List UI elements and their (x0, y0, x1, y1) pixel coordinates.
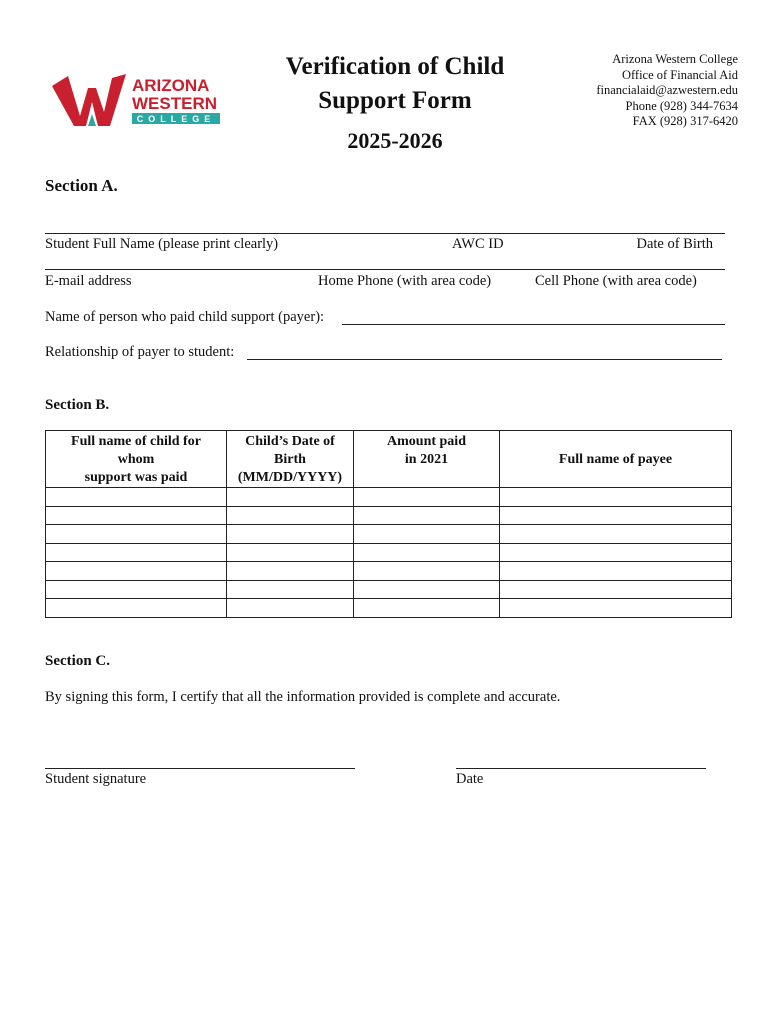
contact-email[interactable]: financialaid@azwestern.edu (596, 83, 738, 97)
table-cell[interactable] (354, 525, 500, 544)
contact-org: Arizona Western College (612, 52, 738, 66)
table-cell[interactable] (227, 543, 354, 562)
table-cell[interactable] (354, 543, 500, 562)
logo-teal-accent (88, 114, 96, 126)
table-cell[interactable] (46, 580, 227, 599)
col-amount-line: in 2021 (404, 452, 449, 467)
table-cell[interactable] (500, 562, 732, 581)
table-cell[interactable] (227, 525, 354, 544)
table-cell[interactable] (227, 599, 354, 618)
table-cell[interactable] (500, 525, 732, 544)
col-child-dob-line: Birth (274, 452, 306, 467)
table-cell[interactable] (354, 562, 500, 581)
student-name-label: Student Full Name (please print clearly) (45, 236, 279, 252)
signature-date-line[interactable] (456, 768, 706, 769)
form-year: 2025-2026 (347, 128, 443, 153)
table-row (46, 525, 732, 544)
section-b-heading: Section B. (45, 397, 110, 413)
logo-aw-mark (52, 74, 126, 126)
table-cell[interactable] (46, 562, 227, 581)
table-cell[interactable] (227, 506, 354, 525)
certification-statement: By signing this form, I certify that all the information provided is complete and accurate. (45, 689, 561, 705)
student-signature-label: Student signature (45, 771, 147, 787)
relationship-field[interactable] (247, 359, 722, 360)
col-child-name-line: whom (117, 452, 155, 467)
payer-name-field[interactable] (342, 324, 725, 325)
table-cell[interactable] (500, 506, 732, 525)
col-child-name-line: support was paid (84, 470, 188, 485)
home-phone-label: Home Phone (with area code) (318, 273, 492, 289)
date-of-birth-label: Date of Birth (636, 236, 713, 252)
table-cell[interactable] (500, 599, 732, 618)
table-cell[interactable] (227, 488, 354, 507)
table-cell[interactable] (500, 580, 732, 599)
table-row (46, 580, 732, 599)
college-logo (50, 72, 225, 128)
col-child-dob-line: Child’s Date of (245, 434, 335, 449)
student-info-line[interactable] (45, 233, 725, 234)
child-support-table (45, 430, 732, 618)
table-cell[interactable] (46, 543, 227, 562)
contact-phone: Phone (928) 344-7634 (625, 98, 738, 113)
table-cell[interactable] (354, 488, 500, 507)
form-title-line1: Verification of Child (285, 53, 505, 80)
contact-office: Office of Financial Aid (621, 67, 738, 82)
table-row (46, 599, 732, 618)
table-cell[interactable] (500, 543, 732, 562)
table-cell[interactable] (354, 580, 500, 599)
col-child-name-line: Full name of child for (71, 434, 201, 449)
table-header-row (46, 431, 732, 488)
section-a-heading: Section A. (45, 176, 118, 195)
form-title-line2: Support Form (318, 87, 472, 114)
contact-block (596, 52, 738, 130)
logo-text-arizona: ARIZONA (132, 76, 210, 95)
table-cell[interactable] (354, 599, 500, 618)
table-cell[interactable] (227, 580, 354, 599)
table-row (46, 562, 732, 581)
col-amount-line: Amount paid (387, 434, 466, 449)
logo-text-college: COLLEGE (136, 114, 216, 124)
col-payee-header (500, 431, 732, 488)
table-cell[interactable] (46, 488, 227, 507)
signature-date-label: Date (456, 771, 484, 787)
table-cell[interactable] (354, 506, 500, 525)
contact-fax: FAX (928) 317-6420 (632, 114, 738, 128)
table-row (46, 488, 732, 507)
col-child-dob-line: (MM/DD/YYYY) (237, 470, 343, 485)
table-cell[interactable] (46, 506, 227, 525)
table-cell[interactable] (46, 599, 227, 618)
table-row (46, 543, 732, 562)
cell-phone-label: Cell Phone (with area code) (535, 273, 697, 289)
col-child-name-header (46, 431, 227, 488)
relationship-label: Relationship of payer to student: (45, 344, 235, 360)
student-signature-line[interactable] (45, 768, 355, 769)
col-payee-line: Full name of payee (558, 452, 673, 467)
col-child-dob-header (227, 431, 354, 488)
section-c-heading: Section C. (45, 653, 110, 669)
table-cell[interactable] (227, 562, 354, 581)
table-row (46, 506, 732, 525)
col-amount-header (354, 431, 500, 488)
logo-text-western: WESTERN (132, 94, 217, 113)
awc-id-label: AWC ID (452, 236, 504, 252)
email-label: E-mail address (45, 273, 132, 289)
payer-name-label: Name of person who paid child support (payer): (45, 309, 325, 325)
table-cell[interactable] (46, 525, 227, 544)
contact-info-line[interactable] (45, 269, 725, 270)
table-cell[interactable] (500, 488, 732, 507)
